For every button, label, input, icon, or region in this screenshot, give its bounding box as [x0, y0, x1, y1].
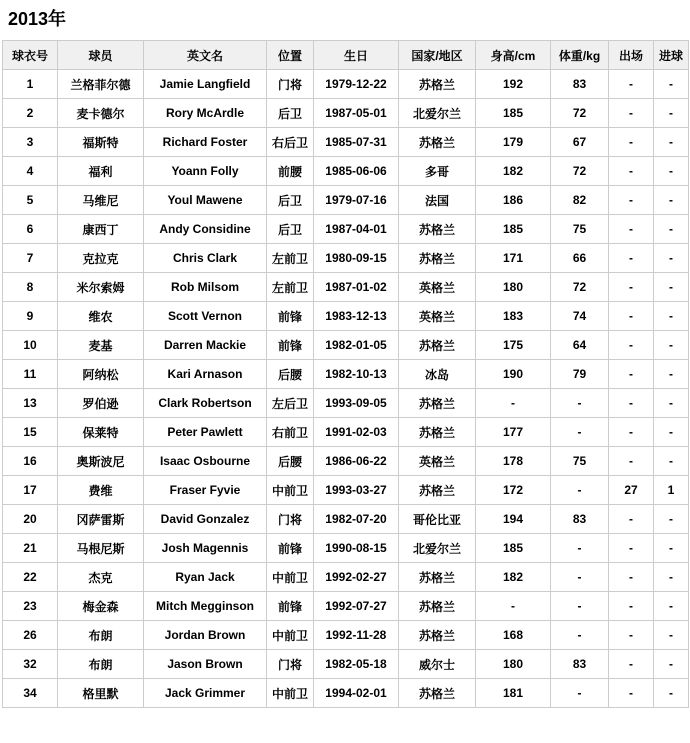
- cell-country: 苏格兰: [399, 331, 476, 360]
- cell-birthday: 1982-10-13: [314, 360, 399, 389]
- cell-birthday: 1993-09-05: [314, 389, 399, 418]
- cell-country: 苏格兰: [399, 128, 476, 157]
- cell-birthday: 1983-12-13: [314, 302, 399, 331]
- cell-jersey-number: 9: [3, 302, 58, 331]
- cell-weight: 83: [551, 505, 609, 534]
- cell-english-name: Jordan Brown: [144, 621, 267, 650]
- table-row: [3, 70, 689, 99]
- cell-birthday: 1992-11-28: [314, 621, 399, 650]
- cell-height: 186: [476, 186, 551, 215]
- cell-jersey-number: 16: [3, 447, 58, 476]
- cell-goals: -: [654, 244, 689, 273]
- table-row: [3, 360, 689, 389]
- cell-country: 苏格兰: [399, 389, 476, 418]
- cell-height: 185: [476, 215, 551, 244]
- cell-english-name: Youl Mawene: [144, 186, 267, 215]
- column-header-appearances: 出场: [609, 41, 654, 70]
- cell-birthday: 1986-06-22: [314, 447, 399, 476]
- table-row: [3, 302, 689, 331]
- cell-appearances: -: [609, 389, 654, 418]
- table-row: [3, 418, 689, 447]
- cell-player-name: 兰格菲尔德: [58, 70, 144, 99]
- cell-goals: -: [654, 534, 689, 563]
- cell-height: 175: [476, 331, 551, 360]
- cell-appearances: -: [609, 360, 654, 389]
- cell-birthday: 1993-03-27: [314, 476, 399, 505]
- cell-player-name: 罗伯逊: [58, 389, 144, 418]
- table-row: [3, 186, 689, 215]
- cell-weight: -: [551, 418, 609, 447]
- cell-english-name: Josh Magennis: [144, 534, 267, 563]
- cell-english-name: Andy Considine: [144, 215, 267, 244]
- cell-height: 178: [476, 447, 551, 476]
- cell-country: 北爱尔兰: [399, 534, 476, 563]
- cell-birthday: 1982-05-18: [314, 650, 399, 679]
- cell-appearances: -: [609, 186, 654, 215]
- cell-goals: -: [654, 418, 689, 447]
- cell-jersey-number: 11: [3, 360, 58, 389]
- cell-jersey-number: 23: [3, 592, 58, 621]
- cell-birthday: 1992-07-27: [314, 592, 399, 621]
- cell-position: 门将: [267, 70, 314, 99]
- cell-english-name: Jamie Langfield: [144, 70, 267, 99]
- cell-weight: -: [551, 592, 609, 621]
- cell-jersey-number: 4: [3, 157, 58, 186]
- cell-height: 179: [476, 128, 551, 157]
- cell-position: 后卫: [267, 215, 314, 244]
- cell-birthday: 1987-05-01: [314, 99, 399, 128]
- cell-weight: -: [551, 389, 609, 418]
- cell-weight: 83: [551, 650, 609, 679]
- cell-weight: -: [551, 563, 609, 592]
- cell-jersey-number: 26: [3, 621, 58, 650]
- cell-english-name: Scott Vernon: [144, 302, 267, 331]
- cell-appearances: -: [609, 70, 654, 99]
- cell-position: 前腰: [267, 157, 314, 186]
- cell-birthday: 1987-01-02: [314, 273, 399, 302]
- table-row: [3, 157, 689, 186]
- cell-country: 苏格兰: [399, 621, 476, 650]
- cell-position: 左前卫: [267, 273, 314, 302]
- cell-country: 法国: [399, 186, 476, 215]
- cell-height: 180: [476, 650, 551, 679]
- cell-height: 171: [476, 244, 551, 273]
- cell-appearances: 27: [609, 476, 654, 505]
- cell-weight: 72: [551, 99, 609, 128]
- cell-english-name: Kari Arnason: [144, 360, 267, 389]
- cell-jersey-number: 22: [3, 563, 58, 592]
- column-header-country: 国家/地区: [399, 41, 476, 70]
- cell-goals: -: [654, 215, 689, 244]
- table-row: [3, 128, 689, 157]
- cell-goals: -: [654, 650, 689, 679]
- table-header: [3, 41, 689, 70]
- cell-english-name: Jason Brown: [144, 650, 267, 679]
- table-row: [3, 679, 689, 708]
- cell-height: -: [476, 592, 551, 621]
- cell-country: 英格兰: [399, 302, 476, 331]
- cell-appearances: -: [609, 128, 654, 157]
- cell-height: 172: [476, 476, 551, 505]
- cell-country: 苏格兰: [399, 563, 476, 592]
- cell-jersey-number: 20: [3, 505, 58, 534]
- column-header-weight: 体重/kg: [551, 41, 609, 70]
- cell-player-name: 维农: [58, 302, 144, 331]
- cell-player-name: 格里默: [58, 679, 144, 708]
- cell-height: -: [476, 389, 551, 418]
- cell-position: 后卫: [267, 99, 314, 128]
- cell-weight: -: [551, 679, 609, 708]
- cell-position: 右前卫: [267, 418, 314, 447]
- table-row: [3, 534, 689, 563]
- cell-jersey-number: 17: [3, 476, 58, 505]
- cell-english-name: Rob Milsom: [144, 273, 267, 302]
- cell-weight: -: [551, 534, 609, 563]
- cell-english-name: Jack Grimmer: [144, 679, 267, 708]
- cell-birthday: 1982-07-20: [314, 505, 399, 534]
- cell-jersey-number: 1: [3, 70, 58, 99]
- table-row: [3, 621, 689, 650]
- cell-height: 185: [476, 99, 551, 128]
- cell-height: 168: [476, 621, 551, 650]
- cell-position: 左后卫: [267, 389, 314, 418]
- cell-english-name: Richard Foster: [144, 128, 267, 157]
- cell-weight: 64: [551, 331, 609, 360]
- cell-height: 177: [476, 418, 551, 447]
- cell-appearances: -: [609, 215, 654, 244]
- cell-country: 威尔士: [399, 650, 476, 679]
- table-row: [3, 476, 689, 505]
- cell-appearances: -: [609, 592, 654, 621]
- cell-jersey-number: 7: [3, 244, 58, 273]
- page-title: 2013年: [8, 9, 67, 29]
- cell-english-name: David Gonzalez: [144, 505, 267, 534]
- cell-player-name: 梅金森: [58, 592, 144, 621]
- cell-height: 194: [476, 505, 551, 534]
- cell-birthday: 1990-08-15: [314, 534, 399, 563]
- cell-player-name: 康西丁: [58, 215, 144, 244]
- cell-player-name: 布朗: [58, 650, 144, 679]
- cell-position: 后卫: [267, 186, 314, 215]
- cell-jersey-number: 32: [3, 650, 58, 679]
- cell-player-name: 费维: [58, 476, 144, 505]
- column-header-english-name: 英文名: [144, 41, 267, 70]
- cell-country: 苏格兰: [399, 418, 476, 447]
- table-row: [3, 215, 689, 244]
- cell-height: 181: [476, 679, 551, 708]
- cell-height: 180: [476, 273, 551, 302]
- cell-jersey-number: 13: [3, 389, 58, 418]
- table-body: [3, 70, 689, 708]
- cell-country: 多哥: [399, 157, 476, 186]
- cell-country: 苏格兰: [399, 679, 476, 708]
- cell-height: 183: [476, 302, 551, 331]
- cell-position: 前锋: [267, 302, 314, 331]
- cell-weight: -: [551, 476, 609, 505]
- squad-table: [2, 40, 689, 708]
- cell-height: 182: [476, 157, 551, 186]
- column-header-player-name: 球员: [58, 41, 144, 70]
- cell-position: 中前卫: [267, 563, 314, 592]
- cell-english-name: Mitch Megginson: [144, 592, 267, 621]
- cell-jersey-number: 3: [3, 128, 58, 157]
- cell-birthday: 1980-09-15: [314, 244, 399, 273]
- table-row: [3, 389, 689, 418]
- cell-english-name: Rory McArdle: [144, 99, 267, 128]
- cell-height: 192: [476, 70, 551, 99]
- cell-position: 后腰: [267, 360, 314, 389]
- cell-weight: 74: [551, 302, 609, 331]
- cell-position: 后腰: [267, 447, 314, 476]
- cell-birthday: 1992-02-27: [314, 563, 399, 592]
- column-header-jersey-number: 球衣号: [3, 41, 58, 70]
- cell-appearances: -: [609, 302, 654, 331]
- cell-country: 苏格兰: [399, 244, 476, 273]
- cell-position: 前锋: [267, 534, 314, 563]
- cell-goals: -: [654, 302, 689, 331]
- cell-goals: -: [654, 99, 689, 128]
- cell-player-name: 杰克: [58, 563, 144, 592]
- cell-country: 苏格兰: [399, 592, 476, 621]
- cell-country: 哥伦比亚: [399, 505, 476, 534]
- cell-goals: -: [654, 157, 689, 186]
- table-row: [3, 447, 689, 476]
- cell-weight: -: [551, 621, 609, 650]
- cell-weight: 75: [551, 447, 609, 476]
- cell-goals: -: [654, 389, 689, 418]
- cell-jersey-number: 21: [3, 534, 58, 563]
- cell-appearances: -: [609, 99, 654, 128]
- cell-birthday: 1994-02-01: [314, 679, 399, 708]
- table-row: [3, 563, 689, 592]
- cell-english-name: Ryan Jack: [144, 563, 267, 592]
- cell-appearances: -: [609, 157, 654, 186]
- cell-player-name: 马根尼斯: [58, 534, 144, 563]
- cell-height: 182: [476, 563, 551, 592]
- cell-position: 门将: [267, 650, 314, 679]
- cell-player-name: 米尔索姆: [58, 273, 144, 302]
- cell-player-name: 克拉克: [58, 244, 144, 273]
- header-row: [3, 41, 689, 70]
- cell-country: 北爱尔兰: [399, 99, 476, 128]
- cell-goals: -: [654, 360, 689, 389]
- cell-height: 190: [476, 360, 551, 389]
- cell-player-name: 奥斯波尼: [58, 447, 144, 476]
- cell-appearances: -: [609, 273, 654, 302]
- cell-jersey-number: 6: [3, 215, 58, 244]
- cell-weight: 82: [551, 186, 609, 215]
- cell-weight: 83: [551, 70, 609, 99]
- cell-weight: 72: [551, 157, 609, 186]
- cell-appearances: -: [609, 244, 654, 273]
- cell-position: 左前卫: [267, 244, 314, 273]
- cell-jersey-number: 8: [3, 273, 58, 302]
- cell-weight: 72: [551, 273, 609, 302]
- table-row: [3, 244, 689, 273]
- cell-goals: -: [654, 679, 689, 708]
- cell-country: 苏格兰: [399, 70, 476, 99]
- cell-player-name: 布朗: [58, 621, 144, 650]
- cell-player-name: 阿纳松: [58, 360, 144, 389]
- column-header-height: 身高/cm: [476, 41, 551, 70]
- cell-player-name: 福利: [58, 157, 144, 186]
- cell-birthday: 1982-01-05: [314, 331, 399, 360]
- cell-position: 前锋: [267, 592, 314, 621]
- cell-birthday: 1985-07-31: [314, 128, 399, 157]
- cell-goals: -: [654, 128, 689, 157]
- cell-english-name: Clark Robertson: [144, 389, 267, 418]
- cell-goals: 1: [654, 476, 689, 505]
- cell-position: 右后卫: [267, 128, 314, 157]
- cell-jersey-number: 15: [3, 418, 58, 447]
- cell-player-name: 冈萨雷斯: [58, 505, 144, 534]
- cell-appearances: -: [609, 418, 654, 447]
- cell-position: 中前卫: [267, 476, 314, 505]
- cell-player-name: 保莱特: [58, 418, 144, 447]
- cell-jersey-number: 34: [3, 679, 58, 708]
- column-header-birthday: 生日: [314, 41, 399, 70]
- cell-english-name: Yoann Folly: [144, 157, 267, 186]
- cell-height: 185: [476, 534, 551, 563]
- cell-weight: 67: [551, 128, 609, 157]
- cell-english-name: Darren Mackie: [144, 331, 267, 360]
- cell-country: 冰岛: [399, 360, 476, 389]
- cell-weight: 75: [551, 215, 609, 244]
- cell-country: 苏格兰: [399, 215, 476, 244]
- cell-appearances: -: [609, 650, 654, 679]
- cell-player-name: 麦基: [58, 331, 144, 360]
- cell-english-name: Fraser Fyvie: [144, 476, 267, 505]
- cell-english-name: Isaac Osbourne: [144, 447, 267, 476]
- cell-goals: -: [654, 186, 689, 215]
- cell-player-name: 福斯特: [58, 128, 144, 157]
- cell-position: 中前卫: [267, 621, 314, 650]
- cell-goals: -: [654, 447, 689, 476]
- cell-jersey-number: 2: [3, 99, 58, 128]
- cell-birthday: 1991-02-03: [314, 418, 399, 447]
- cell-player-name: 马维尼: [58, 186, 144, 215]
- cell-goals: -: [654, 331, 689, 360]
- cell-appearances: -: [609, 505, 654, 534]
- cell-appearances: -: [609, 534, 654, 563]
- cell-player-name: 麦卡德尔: [58, 99, 144, 128]
- cell-country: 苏格兰: [399, 476, 476, 505]
- column-header-goals: 进球: [654, 41, 689, 70]
- table-row: [3, 273, 689, 302]
- table-row: [3, 99, 689, 128]
- cell-position: 中前卫: [267, 679, 314, 708]
- cell-english-name: Chris Clark: [144, 244, 267, 273]
- cell-goals: -: [654, 273, 689, 302]
- cell-weight: 79: [551, 360, 609, 389]
- cell-appearances: -: [609, 331, 654, 360]
- table-row: [3, 505, 689, 534]
- cell-goals: -: [654, 505, 689, 534]
- cell-appearances: -: [609, 679, 654, 708]
- cell-appearances: -: [609, 447, 654, 476]
- cell-goals: -: [654, 563, 689, 592]
- cell-position: 前锋: [267, 331, 314, 360]
- cell-birthday: 1985-06-06: [314, 157, 399, 186]
- cell-birthday: 1979-07-16: [314, 186, 399, 215]
- table-row: [3, 650, 689, 679]
- cell-jersey-number: 5: [3, 186, 58, 215]
- cell-birthday: 1987-04-01: [314, 215, 399, 244]
- cell-position: 门将: [267, 505, 314, 534]
- cell-goals: -: [654, 70, 689, 99]
- cell-weight: 66: [551, 244, 609, 273]
- cell-birthday: 1979-12-22: [314, 70, 399, 99]
- table-row: [3, 331, 689, 360]
- cell-appearances: -: [609, 563, 654, 592]
- cell-country: 英格兰: [399, 273, 476, 302]
- cell-english-name: Peter Pawlett: [144, 418, 267, 447]
- column-header-position: 位置: [267, 41, 314, 70]
- cell-goals: -: [654, 592, 689, 621]
- cell-appearances: -: [609, 621, 654, 650]
- cell-goals: -: [654, 621, 689, 650]
- cell-country: 英格兰: [399, 447, 476, 476]
- table-row: [3, 592, 689, 621]
- cell-jersey-number: 10: [3, 331, 58, 360]
